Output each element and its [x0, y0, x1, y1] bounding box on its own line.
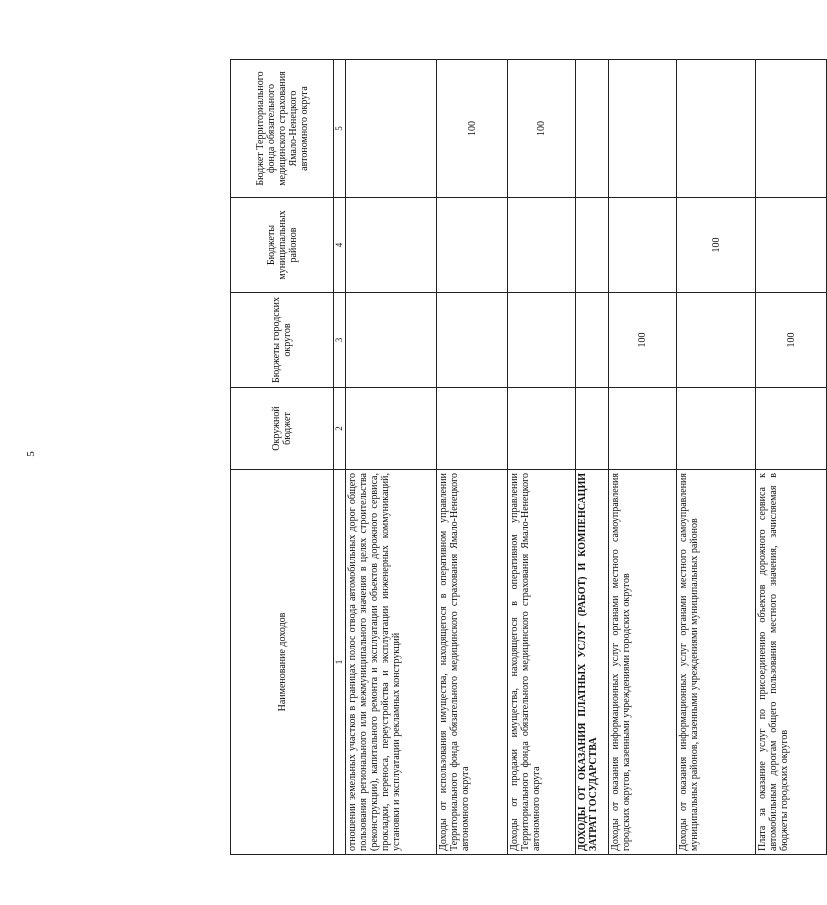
city-value: [677, 293, 756, 388]
column-number: 4: [334, 198, 346, 293]
municipal-value: [576, 198, 609, 293]
city-value: [346, 293, 437, 388]
table-row: [437, 60, 508, 855]
table-row: [756, 60, 827, 855]
district-value: [756, 388, 827, 470]
fund-value: 100: [437, 60, 508, 198]
column-number: 1: [334, 470, 346, 855]
municipal-value: [609, 198, 677, 293]
revenue-name: Доходы от оказания информационных услуг органами местного самоуправления городских округов, казенными учреждениями городских округов: [609, 470, 677, 855]
table-row: [576, 60, 609, 855]
municipal-value: [437, 198, 508, 293]
table-row: [346, 60, 437, 855]
column-number: 2: [334, 388, 346, 470]
column-number: 3: [334, 293, 346, 388]
district-value: [508, 388, 576, 470]
revenue-distribution-table: [230, 59, 827, 855]
table-row: [609, 60, 677, 855]
municipal-value: [346, 198, 437, 293]
revenue-section-heading: ДОХОДЫ ОТ ОКАЗАНИЯ ПЛАТНЫХ УСЛУГ (РАБОТ) И КОМПЕНСАЦИИ ЗАТРАТ ГОСУДАРСТВА: [576, 470, 609, 855]
fund-value: [756, 60, 827, 198]
revenue-name: отношении земельных участков в границах полос отвода автомобильных дорог общего пользования регионального или межмуниципального значения в целях строительства (реконструкции), капитального ремонта и эксплуатации объектов дорожного сервиса, прокладки, переноса, переустройства и эксплуатации инженерных коммуникаций, установки и эксплуатации рекламных конструкций: [346, 470, 437, 855]
header-revenue-name: Наименование доходов: [231, 470, 334, 855]
fund-value: [576, 60, 609, 198]
city-value: [576, 293, 609, 388]
header-municipal-budgets: Бюджеты муниципальных районов: [231, 198, 334, 293]
city-value: 100: [609, 293, 677, 388]
district-value: [609, 388, 677, 470]
city-value: [437, 293, 508, 388]
fund-value: [346, 60, 437, 198]
district-value: [346, 388, 437, 470]
table-row: [508, 60, 576, 855]
header-medical-fund-budget: Бюджет Территориального фонда обязательного медицинского страхования Ямало-Ненецкого автономного округа: [231, 60, 334, 198]
city-value: 100: [756, 293, 827, 388]
revenue-name: Доходы от продажи имущества, находящегося в оперативном управлении Территориального фонда обязательного медицинского страхования Ямало-Ненецкого автономного округа: [508, 470, 576, 855]
column-number-row: [334, 60, 346, 855]
fund-value: [677, 60, 756, 198]
fund-value: [609, 60, 677, 198]
header-row: [231, 60, 334, 855]
district-value: [677, 388, 756, 470]
municipal-value: [508, 198, 576, 293]
district-value: [437, 388, 508, 470]
revenue-name: Доходы от оказания информационных услуг органами местного самоуправления муниципальных районов, казенными учреждениями муниципальных районов: [677, 470, 756, 855]
district-value: [576, 388, 609, 470]
header-city-budgets: Бюджеты городских округов: [231, 293, 334, 388]
fund-value: 100: [508, 60, 576, 198]
column-number: 5: [334, 60, 346, 198]
municipal-value: 100: [677, 198, 756, 293]
revenue-name: Плата за оказание услуг по присоединению объектов дорожного сервиса к автомобильным дорогам общего пользования местного значения, зачисляемая в бюджеты городских округов: [756, 470, 827, 855]
revenue-name: Доходы от использования имущества, находящегося в оперативном управлении Территориального фонда обязательного медицинского страхования Ямало-Ненецкого автономного округа: [437, 470, 508, 855]
rotated-table-container: [230, 60, 797, 855]
city-value: [508, 293, 576, 388]
table-row: [677, 60, 756, 855]
header-district-budget: Окружной бюджет: [231, 388, 334, 470]
municipal-value: [756, 198, 827, 293]
page-number: 5: [24, 451, 37, 457]
